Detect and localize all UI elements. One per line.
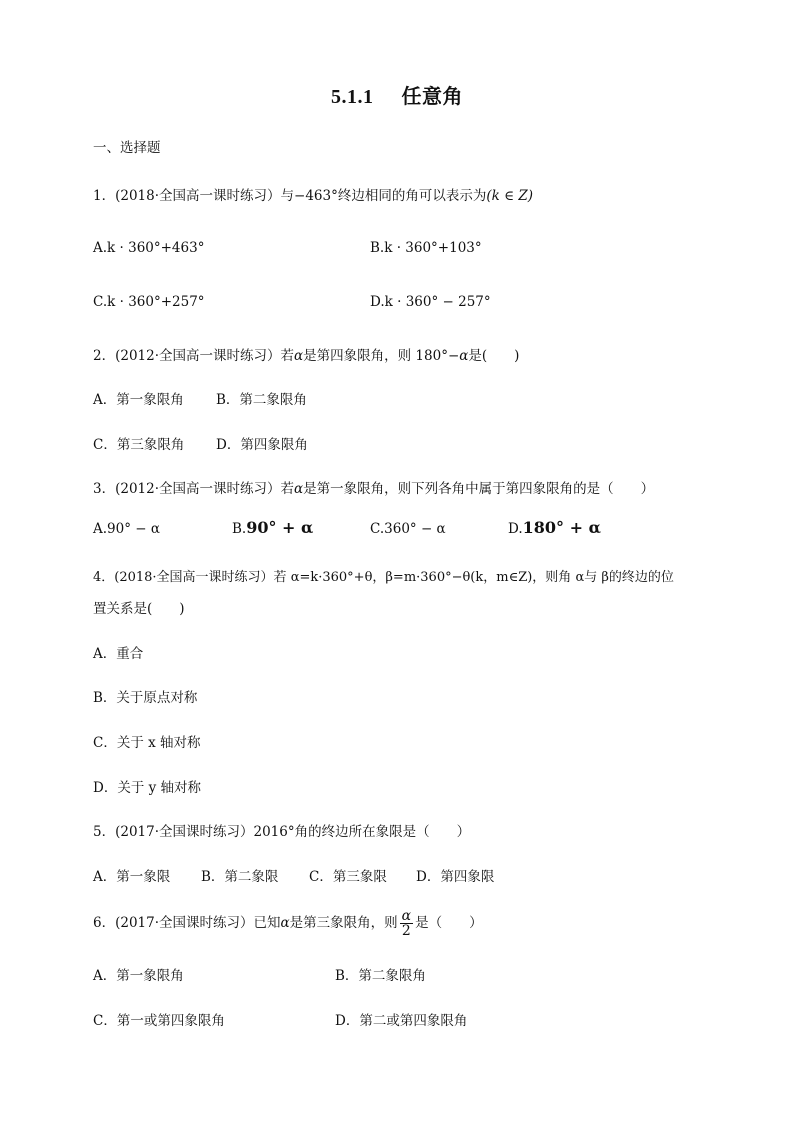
question-6-option-a: A．第一象限角 [93,968,184,984]
question-4-stem-line-1: 4．(2018·全国高一课时练习）若 α=k·360°+θ，β=m·360°−θ(k，m∈Z)，则角 α与 β的终边的位 [93,570,674,585]
question-1-option-c: C.k · 360°+257° [93,294,205,310]
question-4-option-b: B．关于原点对称 [93,690,198,706]
question-3-option-d: D.180° + α [508,518,601,537]
question-2-stem: 2．(2012·全国高一课时练习）若α是第四象限角，则 180°−α是( ) [93,348,520,364]
question-4-stem-line-2: 置关系是( ) [93,601,185,617]
question-6-option-c: C．第一或第四象限角 [93,1013,225,1029]
question-4-option-d: D．关于 y 轴对称 [93,780,202,796]
title-number: 5.1.1 [331,86,374,108]
question-5-stem: 5．(2017·全国课时练习）2016°角的终边所在象限是（ ） [93,824,471,840]
question-6-option-d: D．第二或第四象限角 [335,1013,468,1029]
question-4-option-a: A．重合 [93,646,144,662]
question-3-option-a: A.90° − α [93,521,160,537]
question-1-option-b: B.k · 360°+103° [370,240,482,256]
fraction-alpha-over-2: $\frac{\alpha}{2}$ [401,908,412,939]
question-5-option-a: A．第一象限 [93,869,171,885]
question-4-option-c: C．关于 x 轴对称 [93,735,201,751]
question-3-option-c: C.360° − α [370,521,446,537]
question-1-option-a: A.k · 360°+463° [93,240,205,256]
question-1-option-d: D.k · 360° − 257° [370,294,491,310]
question-3-stem: 3．(2012·全国高一课时练习）若α是第一象限角，则下列各角中属于第四象限角的是（ ） [93,481,655,497]
question-5-option-b: B．第二象限 [201,869,279,885]
question-5-option-c: C．第三象限 [309,869,387,885]
question-5-option-d: D．第四象限 [416,869,495,885]
question-1-stem: 1．(2018·全国高一课时练习）与−463°终边相同的角可以表示为(k ∈ Z) [93,188,534,204]
section-heading: 一、选择题 [93,140,161,156]
page-title [0,80,794,109]
question-2-option-a: A．第一象限角 [93,392,184,408]
question-2-option-c: C．第三象限角 [93,437,185,453]
question-6-option-b: B．第二象限角 [335,968,426,984]
question-2-option-b: B．第二象限角 [216,392,307,408]
title-text: 任意角 [401,86,463,108]
question-6-stem: 6．(2017·全国课时练习）已知α是第三象限角，则 $\frac{\alpha}{2}$ 是（ ） [93,908,483,939]
question-2-option-d: D．第四象限角 [216,437,308,453]
question-3-option-b: B.90° + α [232,518,314,537]
